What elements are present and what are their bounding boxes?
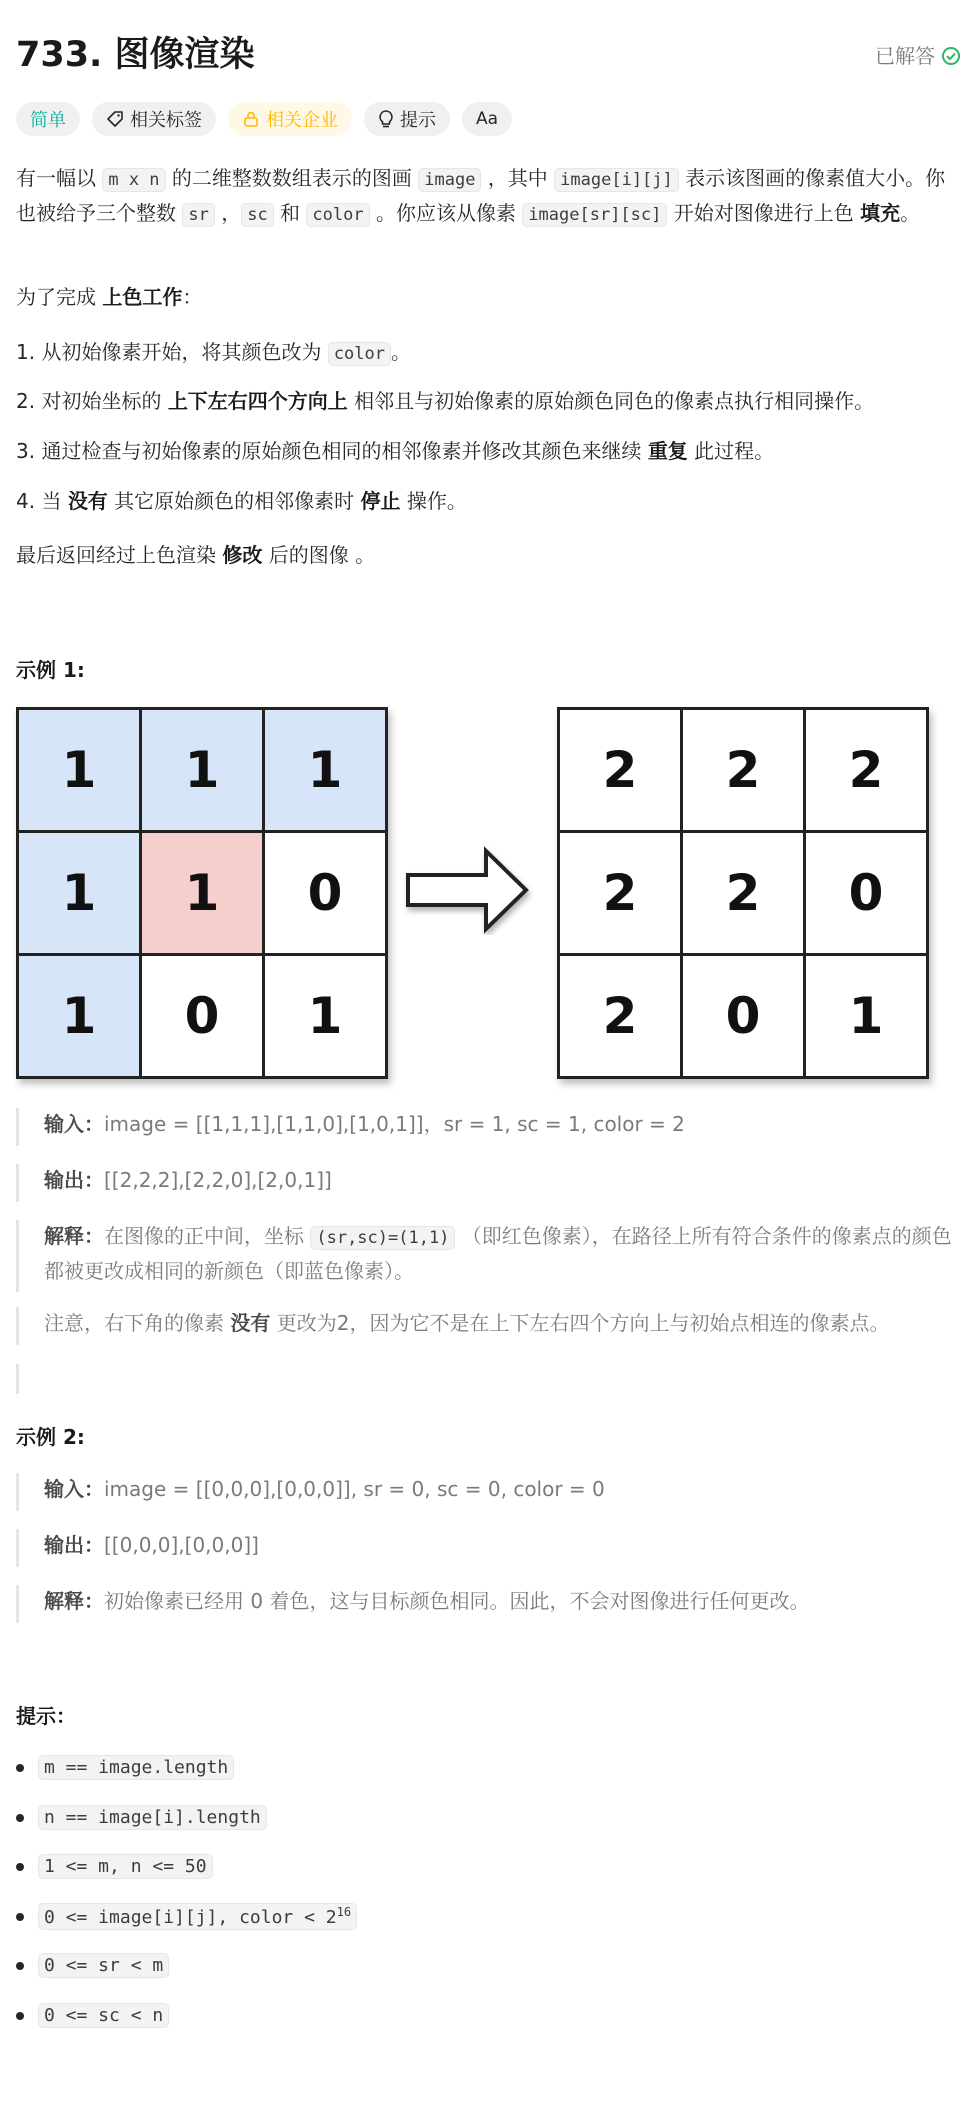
- desc-text: ，: [214, 201, 242, 225]
- step-text: 操作。: [400, 489, 467, 513]
- solved-label: 已解答: [875, 44, 935, 68]
- step-text: 此过程。: [687, 439, 775, 463]
- related-companies-label: 相关企业: [266, 110, 338, 131]
- lightbulb-icon: [378, 109, 394, 129]
- explain-text: 在图像的正中间，坐标: [104, 1224, 311, 1248]
- inline-code: (sr,sc)=(1,1): [310, 1226, 455, 1250]
- difficulty-badge[interactable]: [16, 102, 80, 136]
- grid-cell: 1: [142, 710, 262, 830]
- constraint-code: m == image.length: [38, 1755, 234, 1780]
- hint-button[interactable]: [364, 102, 450, 136]
- constraint-item: [16, 1755, 234, 1780]
- constraint-code: [38, 1903, 357, 1930]
- inline-code: sr: [182, 203, 214, 227]
- difficulty-label: 简单: [30, 110, 66, 131]
- inline-code: color: [328, 342, 391, 366]
- desc-text: 最后返回经过上色渲染: [16, 543, 223, 567]
- related-tags-button[interactable]: [92, 102, 216, 136]
- grid-cell: 2: [560, 833, 680, 953]
- step-number: 3.: [16, 439, 42, 463]
- grid-cell: 1: [806, 956, 926, 1076]
- desc-text: 为了完成: [16, 285, 103, 309]
- bullet-dot: [16, 2012, 24, 2020]
- step-text: 从初始像素开始，将其颜色改为: [41, 340, 328, 364]
- problem-header: [16, 30, 961, 80]
- arrow-right-icon: [404, 845, 534, 935]
- grid-cell: 1: [265, 710, 385, 830]
- desc-bold: 修改: [222, 543, 263, 567]
- desc-text: 后的图像 。: [262, 543, 376, 567]
- problem-title: 733. 图像渲染: [16, 35, 255, 75]
- related-tags-label: 相关标签: [130, 110, 202, 131]
- constraint-item: [16, 1805, 267, 1830]
- desc-text: ，其中: [481, 166, 555, 190]
- grid-cell: 0: [806, 833, 926, 953]
- step-3: [16, 436, 961, 466]
- example-1-heading: 示例 1:: [16, 658, 85, 682]
- desc-text: 和: [273, 201, 307, 225]
- step-text: 通过检查与初始像素的原始颜色相同的相邻像素并修改其颜色来继续: [41, 439, 648, 463]
- translate-icon: Aa: [476, 109, 499, 129]
- example-1-empty-quote: [16, 1364, 961, 1394]
- example-2-heading: 示例 2:: [16, 1425, 85, 1449]
- example-1-explanation: [16, 1220, 961, 1292]
- step-bold: 重复: [647, 439, 688, 463]
- grid-cell: 2: [560, 710, 680, 830]
- step-bold: 停止: [360, 489, 401, 513]
- step-1: [16, 337, 961, 369]
- grid-cell: 1: [19, 710, 139, 830]
- bullet-dot: [16, 1962, 24, 1970]
- bullet-dot: [16, 1764, 24, 1772]
- bullet-dot: [16, 1863, 24, 1871]
- font-toggle-button[interactable]: [462, 102, 512, 136]
- constraint-item: [16, 1953, 169, 1978]
- step-number: 4.: [16, 489, 42, 513]
- grid-cell: 0: [265, 833, 385, 953]
- constraint-code: 0 <= sr < m: [38, 1953, 169, 1978]
- input-label: 输入：: [44, 1112, 104, 1136]
- grid-cell: 1: [19, 833, 139, 953]
- grid-cell: 1: [265, 956, 385, 1076]
- step-text: 当: [41, 489, 68, 513]
- note-text: 注意，右下角的像素: [44, 1311, 231, 1335]
- output-value: [[2,2,2],[2,2,0],[2,0,1]]: [104, 1168, 332, 1192]
- hint-label: 提示: [400, 110, 436, 131]
- desc-text: ：: [182, 285, 203, 309]
- grid-cell: 0: [142, 956, 262, 1076]
- example-1-output: [16, 1164, 961, 1202]
- step-text: 其它原始颜色的相邻像素时: [107, 489, 361, 513]
- desc-text: 。你应该从像素: [369, 201, 523, 225]
- grid-cell: 2: [806, 710, 926, 830]
- constraint-code: 0 <= sc < n: [38, 2003, 169, 2028]
- constraint-code: n == image[i].length: [38, 1805, 267, 1830]
- explain-text: （即红色像素），在路径上所有符合条件的像素点的颜色都被更改成相同的新颜色（即蓝色像素）。: [44, 1224, 952, 1283]
- constraint-text: 0 <= image[i][j], color < 2: [44, 1907, 337, 1928]
- input-value: image = [[1,1,1],[1,1,0],[1,0,1]]，sr = 1, sc = 1, color = 2: [104, 1112, 685, 1136]
- note-text: 更改为2，因为它不是在上下左右四个方向上与初始点相连的像素点。: [270, 1311, 890, 1335]
- related-companies-button[interactable]: [228, 102, 352, 136]
- description-goal: [16, 281, 961, 314]
- constraint-item: [16, 1854, 213, 1879]
- tag-icon: [106, 110, 124, 128]
- example-1-input: [16, 1108, 961, 1146]
- inline-code: image[i][j]: [554, 168, 679, 192]
- step-2: [16, 386, 961, 416]
- desc-text: 。: [900, 201, 921, 225]
- grid-cell-start: 1: [142, 833, 262, 953]
- grid-cell: 2: [683, 710, 803, 830]
- input-label: 输入：: [44, 1477, 104, 1501]
- step-number: 1.: [16, 340, 42, 364]
- desc-bold: 填充: [860, 201, 901, 225]
- example-2-input: [16, 1473, 961, 1511]
- bullet-dot: [16, 1814, 24, 1822]
- step-number: 2.: [16, 389, 42, 413]
- solved-status[interactable]: [875, 42, 961, 70]
- step-4: [16, 486, 961, 516]
- inline-code: sc: [241, 203, 273, 227]
- grid-cell: 1: [19, 956, 139, 1076]
- inline-code: m x n: [102, 168, 165, 192]
- example-2-output: [16, 1529, 961, 1567]
- step-bold: 上下左右四个方向上: [167, 389, 348, 413]
- input-value: image = [[0,0,0],[0,0,0]], sr = 0, sc = 0, color = 0: [104, 1477, 605, 1501]
- step-text: 。: [391, 340, 411, 364]
- grid-cell: 2: [560, 956, 680, 1076]
- example-2-explanation: [16, 1585, 961, 1623]
- constraint-item: [16, 1903, 357, 1930]
- inline-code: image[sr][sc]: [522, 203, 667, 227]
- description-result: [16, 539, 961, 572]
- grid-cell: 2: [683, 833, 803, 953]
- desc-text: 表示该图画的像素值大小。你也被给予三个整数: [16, 166, 946, 225]
- bullet-dot: [16, 1913, 24, 1921]
- grid-after: [557, 707, 929, 1079]
- lock-icon: [242, 110, 260, 128]
- step-text: 对初始坐标的: [41, 389, 168, 413]
- step-text: 相邻且与初始像素的原始颜色同色的像素点执行相同操作。: [347, 389, 875, 413]
- constraint-item: [16, 2003, 169, 2028]
- grid-cell: 0: [683, 956, 803, 1076]
- output-label: 输出：: [44, 1533, 104, 1557]
- description-intro: [16, 162, 961, 232]
- explain-label: 解释：: [44, 1224, 104, 1248]
- grid-before: [16, 707, 388, 1079]
- desc-text: 开始对图像进行上色: [667, 201, 861, 225]
- output-value: [[0,0,0],[0,0,0]]: [104, 1533, 259, 1557]
- constraints-heading: 提示：: [16, 1704, 76, 1728]
- superscript: 16: [336, 1905, 352, 1919]
- note-bold: 没有: [230, 1311, 271, 1335]
- output-label: 输出：: [44, 1168, 104, 1192]
- desc-bold: 上色工作: [102, 285, 183, 309]
- explain-text: 初始像素已经用 0 着色，这与目标颜色相同。因此，不会对图像进行任何更改。: [104, 1589, 810, 1613]
- constraint-code: 1 <= m, n <= 50: [38, 1854, 213, 1879]
- desc-text: 有一幅以: [16, 166, 103, 190]
- step-bold: 没有: [67, 489, 108, 513]
- tag-bar: [16, 102, 512, 136]
- explain-label: 解释：: [44, 1589, 104, 1613]
- example-1-figure: [16, 705, 921, 1075]
- check-circle-icon: [941, 46, 961, 66]
- desc-text: 的二维整数数组表示的图画: [165, 166, 419, 190]
- example-1-note: [16, 1307, 961, 1345]
- inline-code: image: [418, 168, 481, 192]
- inline-code: color: [306, 203, 369, 227]
